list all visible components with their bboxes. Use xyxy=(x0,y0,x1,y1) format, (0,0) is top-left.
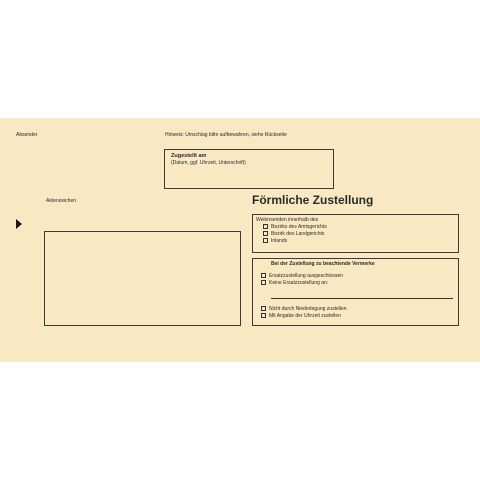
notes-option[interactable] xyxy=(261,272,343,279)
checkbox[interactable] xyxy=(261,306,266,311)
forward-option-label: Bezirk des Landgerichts xyxy=(271,230,325,237)
notes-option[interactable] xyxy=(261,312,347,319)
address-window xyxy=(44,231,241,326)
notes-options-b xyxy=(261,305,347,319)
forward-box xyxy=(252,214,459,253)
forward-options xyxy=(263,223,327,244)
checkbox[interactable] xyxy=(261,273,266,278)
recipient-line[interactable] xyxy=(271,298,453,299)
delivered-title: Zugestellt am xyxy=(171,153,207,159)
checkbox[interactable] xyxy=(263,231,268,236)
notes-option-label: Nicht durch Niederlegung zustellen xyxy=(269,305,347,312)
sender-label: Absender xyxy=(16,132,38,138)
notes-option-label: Ersatzzustellung ausgeschlossen xyxy=(269,272,343,279)
hint-text: Hinweis: Umschlag bitte aufbewahren, siehe Rückseite xyxy=(165,132,287,138)
notes-option[interactable] xyxy=(261,279,343,286)
forward-option[interactable] xyxy=(263,230,327,237)
notes-box xyxy=(252,258,459,326)
notes-option-label: Keine Ersatzzustellung an: xyxy=(269,279,329,286)
forward-heading: Weitersenden innerhalb des xyxy=(256,217,319,223)
envelope xyxy=(0,118,480,362)
notes-option[interactable] xyxy=(261,305,347,312)
notes-option-label: Mit Angabe der Uhrzeit zustellen xyxy=(269,312,341,319)
forward-option[interactable] xyxy=(263,237,327,244)
notes-heading: Bei der Zustellung zu beachtende Vermerke xyxy=(271,261,375,267)
notes-options-a xyxy=(261,272,343,286)
main-title: Förmliche Zustellung xyxy=(252,193,374,207)
checkbox[interactable] xyxy=(261,313,266,318)
file-ref-label: Aktenzeichen xyxy=(46,198,77,204)
delivered-subtitle: (Datum, ggf. Uhrzeit, Unterschrift) xyxy=(171,160,246,166)
checkbox[interactable] xyxy=(263,238,268,243)
checkbox[interactable] xyxy=(261,280,266,285)
forward-option[interactable] xyxy=(263,223,327,230)
checkbox[interactable] xyxy=(263,224,268,229)
forward-option-label: Inlands xyxy=(271,237,288,244)
delivered-box xyxy=(164,149,334,189)
forward-option-label: Bezirks des Amtsgerichts xyxy=(271,223,327,230)
triangle-marker-icon xyxy=(16,219,22,229)
